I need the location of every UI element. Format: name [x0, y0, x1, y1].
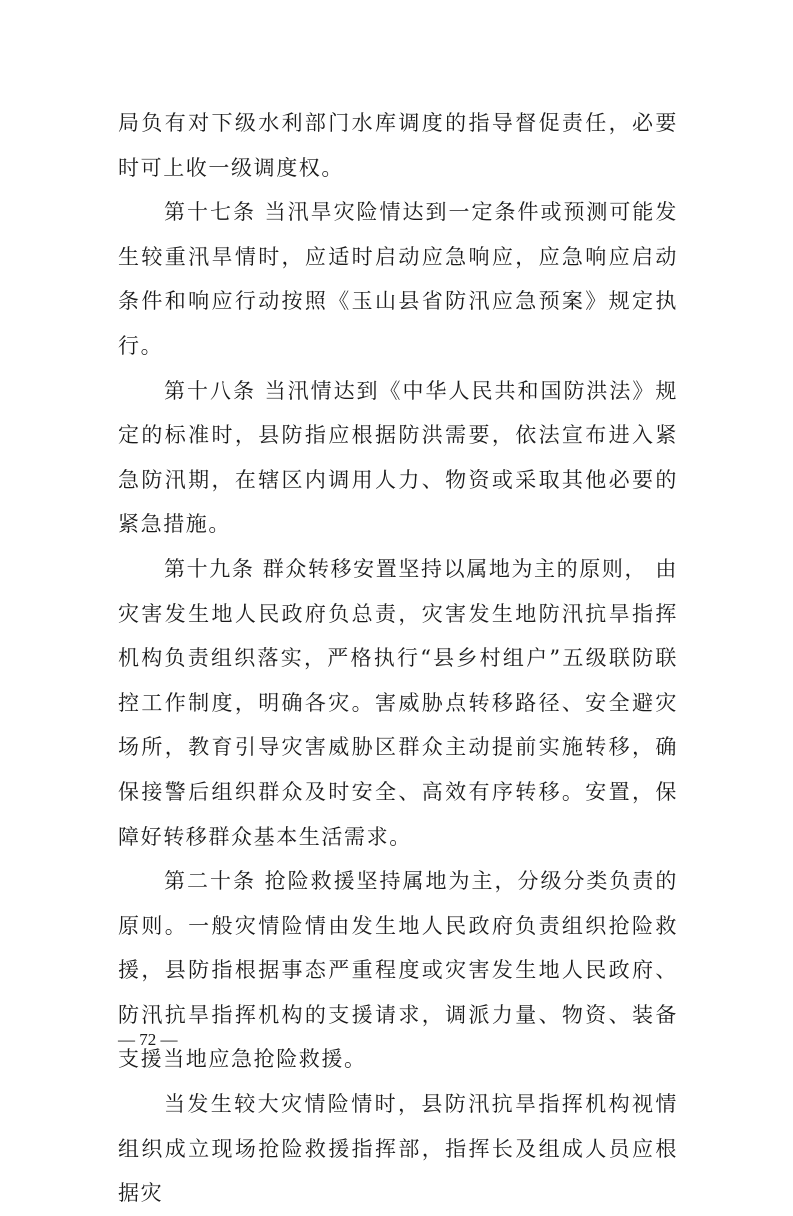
paragraph-article-19: 第十九条 群众转移安置坚持以属地为主的原则， 由灾害发生地人民政府负总责，灾害发生地防汛抗旱指挥机构负责组织落实，严格执行“县乡村组户”五级联防联控工作制度，明确各灾。害威胁点转移路径、安全避灾场所，教育引导灾害威胁区群众主动提前实施转移，确保接警后组织群众及时安全、高效有序转移。安置，保障好转移群众基本生活需求。 [118, 556, 678, 849]
paragraph-major-disaster: 当发生较大灾情险情时，县防汛抗旱指挥机构视情组织成立现场抢险救援指挥部，指挥长及组成人员应根据灾 [118, 1092, 678, 1206]
paragraph-article-20: 第二十条 抢险救援坚持属地为主，分级分类负责的原则。一般灾情险情由发生地人民政府负责组织抢险救援，县防指根据事态严重程度或灾害发生地人民政府、防汛抗旱指挥机构的支援请求，调派力量、物资、装备支援当地应急抢险救援。 [118, 869, 678, 1072]
paragraph-continuation: 局负有对下级水利部门水库调度的指导督促责任，必要时可上收一级调度权。 [118, 111, 678, 180]
page-number: — 72 — [118, 1030, 178, 1049]
paragraph-article-18: 第十八条 当汛情达到《中华人民共和国防洪法》规定的标准时，县防指应根据防洪需要，依法宣布进入紧急防汛期，在辖区内调用人力、物资或采取其他必要的紧急措施。 [118, 378, 678, 537]
document-body [118, 101, 678, 1216]
paragraph-article-17: 第十七条 当汛旱灾险情达到一定条件或预测可能发生较重汛旱情时，应适时启动应急响应，应急响应启动条件和响应行动按照《玉山县省防汛应急预案》规定执行。 [118, 200, 678, 358]
